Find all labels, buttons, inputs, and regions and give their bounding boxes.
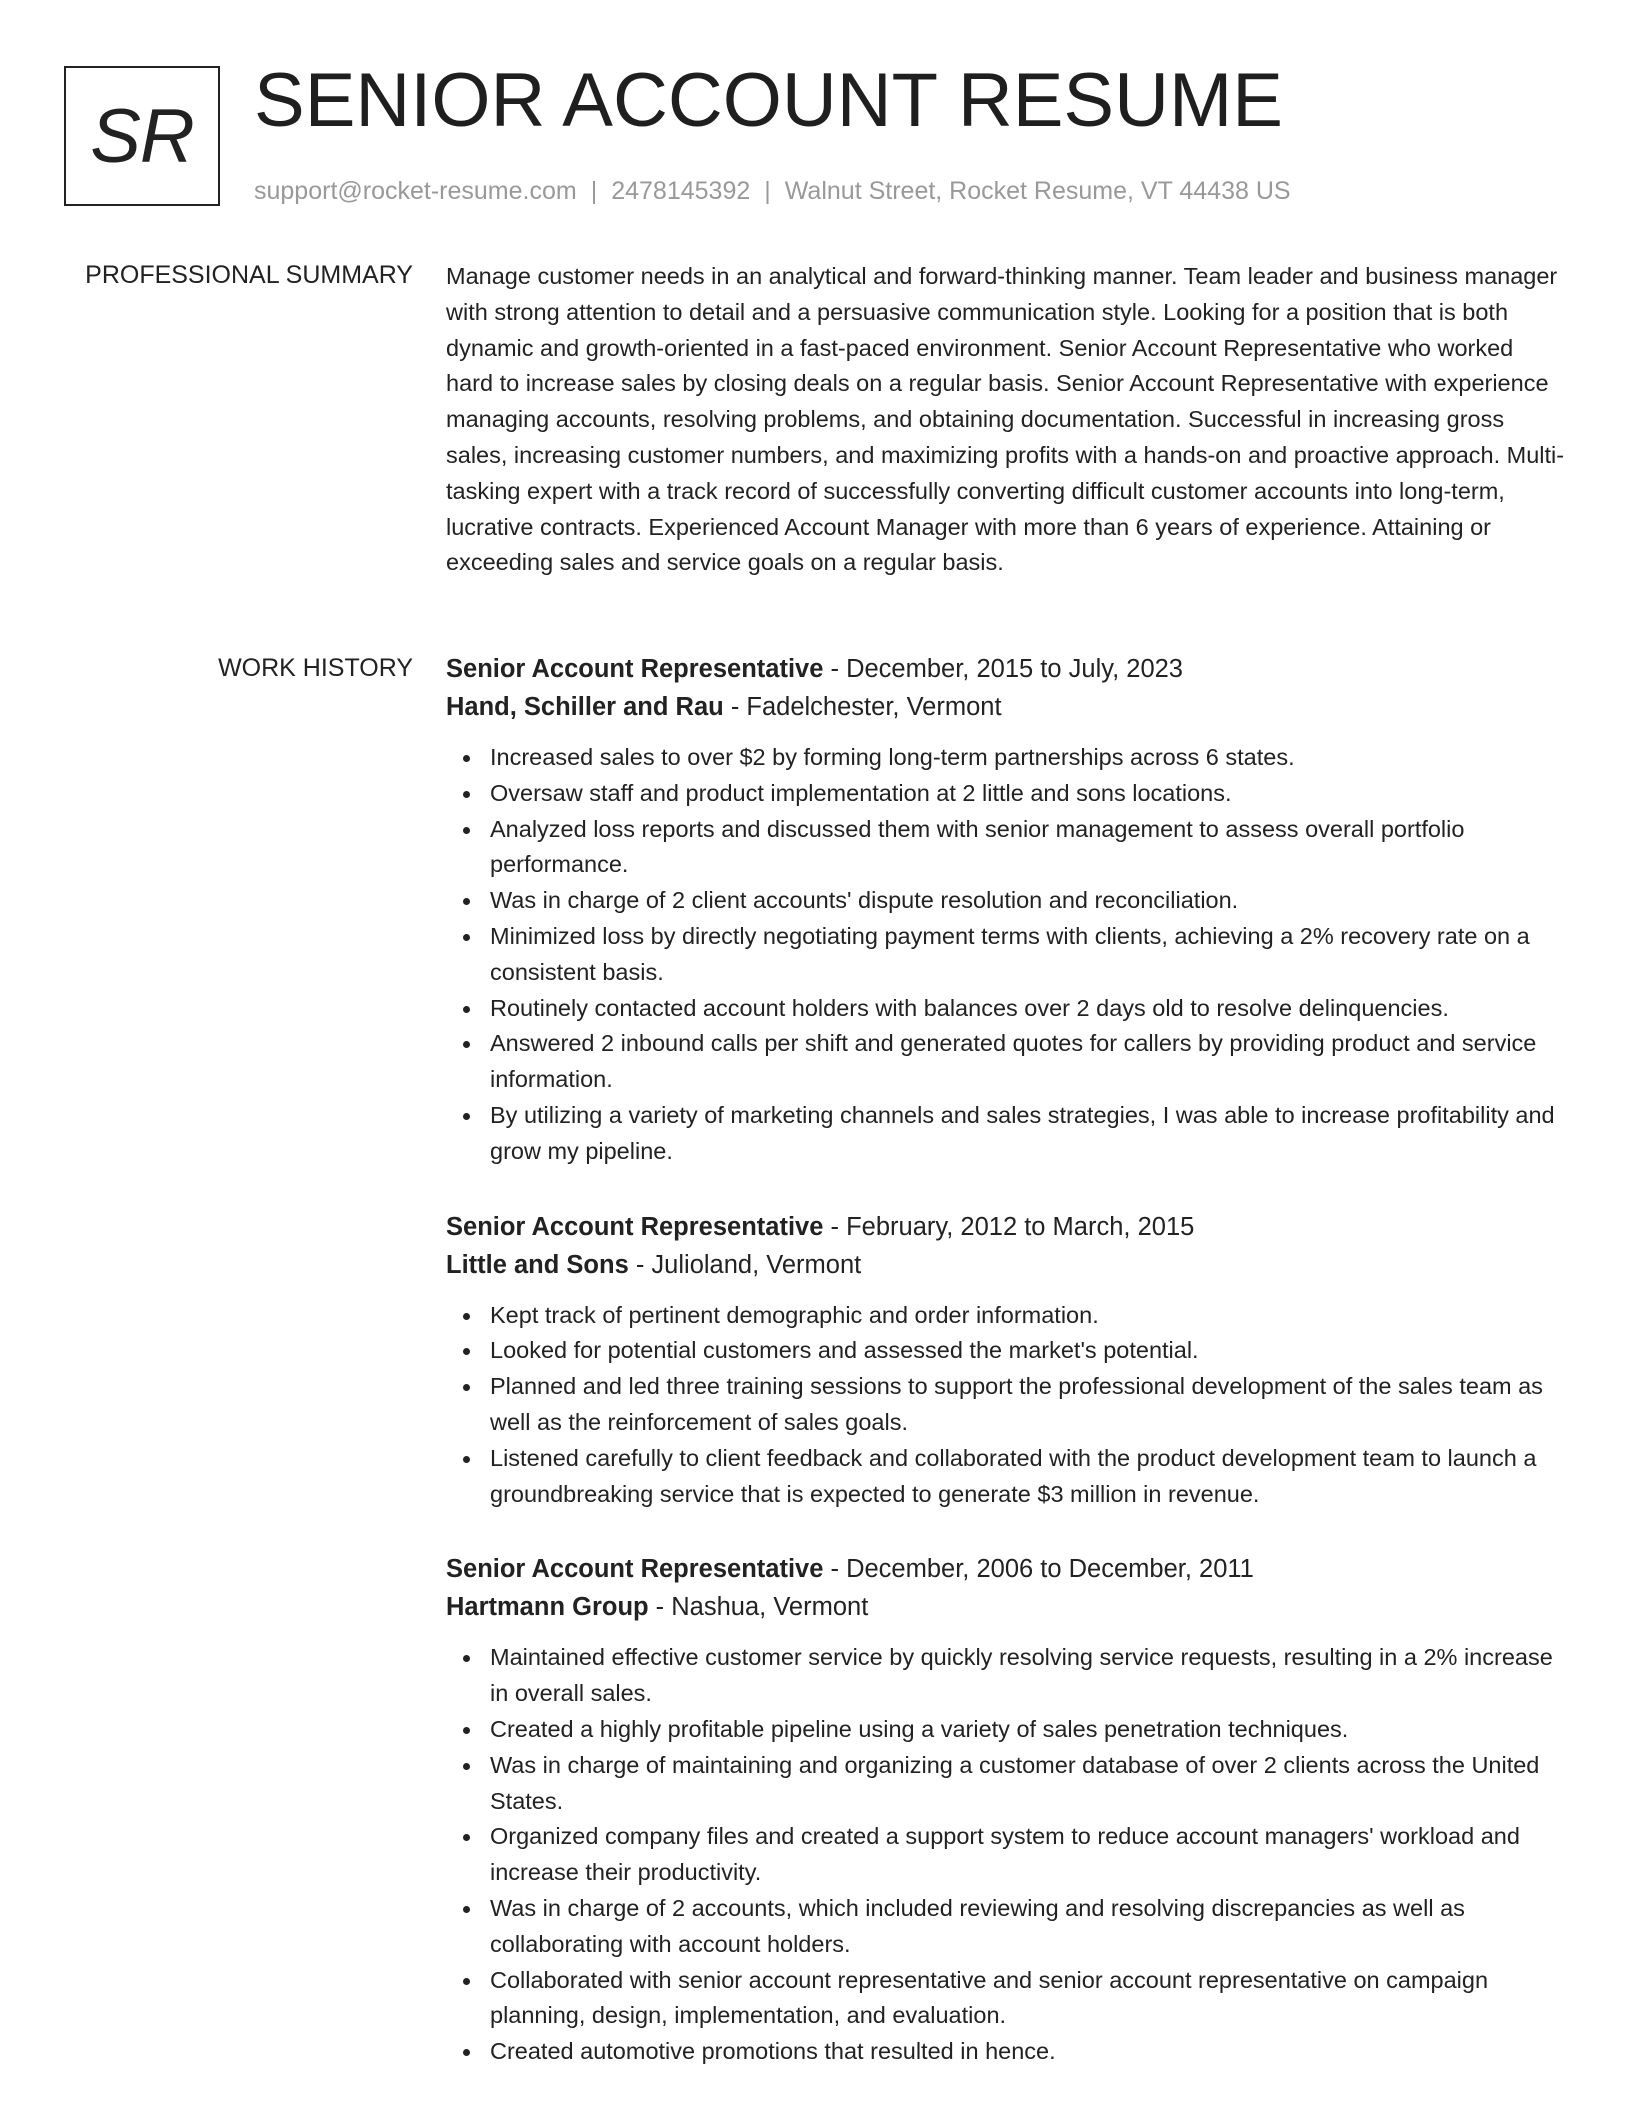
- bullet-dot-icon: [463, 1763, 470, 1770]
- bullet-dot-icon: [463, 1655, 470, 1662]
- bullet-dot-icon: [463, 1006, 470, 1013]
- bullet-text: Was in charge of 2 accounts, which included reviewing and resolving discrepancies as well as collaborating with account holders.: [490, 1894, 1465, 1957]
- bullet-text: Created automotive promotions that resulted in hence.: [490, 2038, 1056, 2065]
- job-bullet: [446, 1298, 1566, 1334]
- bullet-dot-icon: [463, 1906, 470, 1913]
- bullet-text: Looked for potential customers and assessed the market's potential.: [490, 1337, 1199, 1364]
- job-company: Hartmann Group: [446, 1593, 649, 1622]
- bullet-dot-icon: [463, 791, 470, 798]
- job-bullet: [446, 812, 1566, 884]
- contact-line: [254, 174, 1291, 208]
- bullet-dot-icon: [463, 827, 470, 834]
- bullet-dot-icon: [463, 1834, 470, 1841]
- bullet-text: Was in charge of maintaining and organizing a customer database of over 2 clients across the United States.: [490, 1751, 1540, 1814]
- bullet-text: Collaborated with senior account representative and senior account representative on campaign planning, design, implementation, and evaluation.: [490, 1966, 1489, 2029]
- job-bullet: [446, 1891, 1566, 1963]
- bullet-dot-icon: [463, 934, 470, 941]
- job-company-line: [446, 688, 1566, 726]
- bullet-text: Maintained effective customer service by quickly resolving service requests, resulting in a 2% increase in overall sales.: [490, 1644, 1553, 1707]
- job-title-line: [446, 650, 1566, 688]
- job-dates: - February, 2012 to March, 2015: [823, 1212, 1195, 1241]
- work-history-list: [446, 650, 1566, 2108]
- bullet-text: By utilizing a variety of marketing channels and sales strategies, I was able to increase profitability and grow my pipeline.: [490, 1101, 1555, 1164]
- job-title-line: [446, 1550, 1566, 1588]
- contact-separator: |: [764, 177, 771, 205]
- job-entry: [446, 1208, 1566, 1513]
- bullet-dot-icon: [463, 1727, 470, 1734]
- bullet-dot-icon: [463, 1978, 470, 1985]
- professional-summary-text: Manage customer needs in an analytical and forward-thinking manner. Team leader and business manager with strong attention to detail and a persuasive communication style. Looking for a position that is both dynamic and growth-oriented in a fast-paced environment. Senior Account Representative who worked hard to increase sales by closing deals on a regular basis. Senior Account Representative with experience managing accounts, resolving problems, and obtaining documentation. Successful in increasing gross sales, increasing customer numbers, and maximizing profits with a hands-on and proactive approach. Multi-tasking expert with a track record of successfully converting difficult customer accounts into long-term, lucrative contracts. Experienced Account Manager with more than 6 years of experience. Attaining or exceeding sales and service goals on a regular basis.: [446, 263, 1565, 576]
- contact-email[interactable]: support@rocket-resume.com: [254, 177, 577, 205]
- bullet-dot-icon: [463, 1113, 470, 1120]
- bullet-text: Oversaw staff and product implementation at 2 little and sons locations.: [490, 779, 1232, 806]
- bullet-text: Minimized loss by directly negotiating payment terms with clients, achieving a 2% recovery rate on a consistent basis.: [490, 922, 1530, 985]
- job-bullet: [446, 1333, 1566, 1369]
- bullet-dot-icon: [463, 2049, 470, 2056]
- job-bullet: [446, 1640, 1566, 1712]
- bullet-text: Planned and led three training sessions to support the professional development of the sales team as well as the reinforcement of sales goals.: [490, 1373, 1543, 1435]
- job-bullet: [446, 1712, 1566, 1748]
- job-dates: - December, 2015 to July, 2023: [823, 655, 1183, 683]
- job-location: - Fadelchester, Vermont: [723, 693, 1002, 721]
- bullet-text: Organized company files and created a support system to reduce account managers' workload and increase their productivity.: [490, 1823, 1520, 1886]
- bullet-text: Was in charge of 2 client accounts' dispute resolution and reconciliation.: [490, 887, 1239, 914]
- job-bullet: [446, 1819, 1566, 1891]
- bullet-text: Kept track of pertinent demographic and order information.: [490, 1301, 1099, 1328]
- job-bullet: [446, 740, 1566, 776]
- job-bullet: [446, 1963, 1566, 2035]
- job-bullet: [446, 776, 1566, 812]
- bullet-text: Analyzed loss reports and discussed them with senior management to assess overall portfolio performance.: [490, 815, 1465, 878]
- job-company-line: [446, 1246, 1566, 1284]
- job-bullet: [446, 883, 1566, 919]
- job-title: Senior Account Representative: [446, 1555, 824, 1584]
- job-entry: [446, 650, 1566, 1170]
- job-company-line: [446, 1588, 1566, 1626]
- job-bullet: [446, 1441, 1566, 1513]
- job-bullets: [446, 740, 1566, 1170]
- job-dates: - December, 2006 to December, 2011: [823, 1555, 1254, 1584]
- bullet-text: Routinely contacted account holders with balances over 2 days old to resolve delinquencies.: [490, 994, 1449, 1021]
- job-title: Senior Account Representative: [446, 655, 824, 683]
- monogram-badge: [64, 66, 220, 206]
- bullet-dot-icon: [463, 1456, 470, 1463]
- job-bullets: [446, 1298, 1566, 1513]
- bullet-dot-icon: [463, 1041, 470, 1048]
- job-location: - Nashua, Vermont: [648, 1593, 869, 1622]
- bullet-dot-icon: [463, 1348, 470, 1355]
- job-company: Little and Sons: [446, 1250, 629, 1279]
- bullet-dot-icon: [463, 1313, 470, 1320]
- contact-separator: |: [590, 177, 598, 205]
- job-entry: [446, 1550, 1566, 2070]
- bullet-text: Increased sales to over $2 by forming long-term partnerships across 6 states.: [490, 744, 1295, 770]
- section-label-professional-summary: PROFESSIONAL SUMMARY: [85, 261, 413, 289]
- resume-title: SENIOR ACCOUNT RESUME: [254, 58, 1283, 143]
- job-bullets: [446, 1640, 1566, 2070]
- job-bullet: [446, 1748, 1566, 1820]
- bullet-dot-icon: [463, 898, 470, 905]
- bullet-dot-icon: [463, 1384, 470, 1391]
- bullet-text: Created a highly profitable pipeline using a variety of sales penetration techniques.: [490, 1715, 1349, 1742]
- bullet-text: Answered 2 inbound calls per shift and generated quotes for callers by providing product and service information.: [490, 1030, 1537, 1093]
- job-bullet: [446, 1369, 1566, 1441]
- job-location: - Julioland, Vermont: [628, 1250, 862, 1279]
- job-bullet: [446, 1026, 1566, 1098]
- monogram-initials: SR: [90, 93, 194, 179]
- job-bullet: [446, 991, 1566, 1027]
- contact-address: Walnut Street, Rocket Resume, VT 44438 US: [784, 177, 1291, 205]
- job-company: Hand, Schiller and Rau: [446, 693, 724, 721]
- section-label-work-history: WORK HISTORY: [218, 654, 413, 682]
- job-bullet: [446, 2034, 1566, 2070]
- job-bullet: [446, 1098, 1566, 1170]
- contact-phone[interactable]: 2478145392: [611, 177, 751, 205]
- job-title: Senior Account Representative: [446, 1212, 824, 1241]
- job-title-line: [446, 1208, 1566, 1246]
- bullet-text: Listened carefully to client feedback and collaborated with the product development team to launch a groundbreaking service that is expected to generate $3 million in revenue.: [490, 1444, 1537, 1507]
- job-bullet: [446, 919, 1566, 991]
- bullet-dot-icon: [463, 755, 470, 762]
